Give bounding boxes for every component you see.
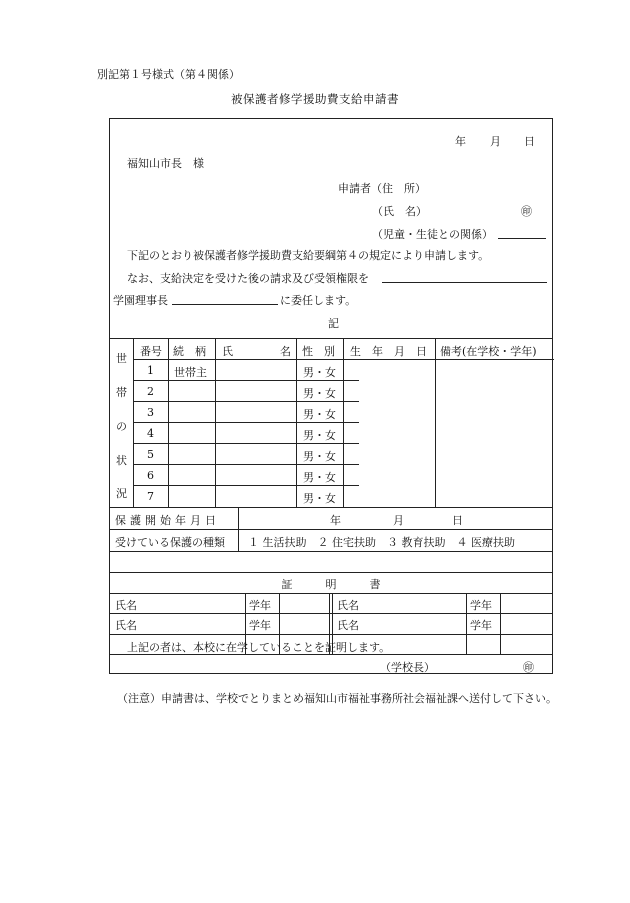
- divider: [133, 380, 359, 381]
- divider: [110, 507, 552, 508]
- divider: [110, 593, 552, 594]
- divider: [500, 593, 501, 654]
- divider: [110, 634, 552, 635]
- row-7-sex: 男・女: [303, 492, 336, 505]
- body-line-2: なお、支給決定を受けた後の請求及び受領権限を: [127, 272, 369, 285]
- relation-field[interactable]: [498, 226, 546, 239]
- row-7-number: 7: [147, 490, 154, 503]
- divider: [296, 338, 297, 507]
- row-5-sex: 男・女: [303, 450, 336, 463]
- cert-grade-label: 学年: [249, 619, 271, 632]
- row-1-sex: 男・女: [303, 366, 336, 379]
- divider: [466, 593, 467, 654]
- protection-types: １ 生活扶助 ２ 住宅扶助 ３ 教育扶助 ４ 医療扶助: [248, 536, 515, 549]
- row-4-sex: 男・女: [303, 429, 336, 442]
- document-title: 被保護者修学援助費支給申請書: [231, 92, 399, 106]
- household-side-label-5: 況: [116, 487, 127, 500]
- divider: [238, 529, 239, 551]
- cert-name-label: 氏名: [337, 619, 359, 632]
- divider: [133, 464, 359, 465]
- divider: [435, 338, 436, 507]
- cert-name-label: 氏名: [337, 599, 359, 612]
- household-side-label-2: 帯: [116, 386, 127, 399]
- applicant-name-label: （氏 名）: [372, 205, 427, 218]
- divider: [133, 485, 359, 486]
- form-number-label: 別記第１号様式（第４関係）: [97, 68, 240, 81]
- protection-types-label: 受けている保護の種類: [115, 536, 225, 549]
- protection-start-month: 月: [393, 514, 404, 527]
- divider: [110, 572, 552, 573]
- header-relation: 続 柄: [173, 345, 206, 358]
- divider: [133, 422, 359, 423]
- header-sex: 性 別: [302, 345, 335, 358]
- household-side-label-3: の: [116, 420, 127, 433]
- cert-grade-label: 学年: [470, 619, 492, 632]
- school-board-field[interactable]: [172, 292, 278, 305]
- divider: [110, 338, 552, 339]
- body-line-3-prefix: 学園理事長: [113, 294, 168, 307]
- header-name-right: 名: [280, 345, 291, 358]
- row-1-number: 1: [147, 364, 154, 377]
- row-6-sex: 男・女: [303, 471, 336, 484]
- row-5-number: 5: [147, 448, 154, 461]
- divider: [110, 613, 552, 614]
- date-month-label: 月: [490, 135, 501, 148]
- relation-label: （児童・生徒との関係）: [372, 228, 493, 241]
- divider: [133, 401, 359, 402]
- body-line-1: 下記のとおり被保護者修学援助費支給要綱第４の規定により申請します。: [127, 249, 490, 262]
- cert-grade-label: 学年: [470, 599, 492, 612]
- divider: [238, 507, 239, 529]
- cert-statement: 上記の者は、本校に在学していることを証明します。: [127, 641, 391, 654]
- protection-start-label: 保護開始年月日: [115, 514, 220, 527]
- household-side-label-4: 状: [116, 454, 127, 467]
- header-name-left: 氏: [222, 345, 233, 358]
- divider: [133, 338, 134, 507]
- cert-name-label: 氏名: [115, 599, 137, 612]
- divider: [110, 551, 552, 552]
- body-line-3-suffix: に委任します。: [280, 294, 357, 307]
- addressee: 福知山市長 様: [127, 157, 204, 170]
- divider: [168, 338, 169, 507]
- certificate-title: 証 明 書: [281, 578, 381, 591]
- protection-start-year: 年: [330, 514, 341, 527]
- row-2-sex: 男・女: [303, 387, 336, 400]
- date-year-label: 年: [455, 135, 466, 148]
- row-6-number: 6: [147, 469, 154, 482]
- row-4-number: 4: [147, 427, 154, 440]
- header-birth: 生 年 月 日: [350, 345, 427, 358]
- header-remarks: 備考(在学校・学年): [440, 345, 537, 358]
- row-1-relation: 世帯主: [174, 366, 207, 379]
- divider: [215, 338, 216, 507]
- applicant-address-label: 申請者（住 所）: [338, 182, 426, 195]
- application-form: [109, 118, 553, 674]
- principal-seal: ㊞: [523, 661, 534, 674]
- delegate-field[interactable]: [382, 270, 547, 283]
- ki-label: 記: [328, 317, 339, 330]
- row-3-number: 3: [147, 406, 154, 419]
- row-2-number: 2: [147, 385, 154, 398]
- divider: [343, 338, 344, 507]
- cert-name-label: 氏名: [115, 619, 137, 632]
- divider: [110, 529, 552, 530]
- cert-grade-label: 学年: [249, 599, 271, 612]
- household-side-label-1: 世: [116, 352, 127, 365]
- header-number: 番号: [140, 345, 162, 358]
- protection-start-day: 日: [452, 514, 463, 527]
- footer-note: （注意）申請書は、学校でとりまとめ福知山市福祉事務所社会福祉課へ送付して下さい。: [117, 692, 557, 705]
- date-day-label: 日: [524, 135, 535, 148]
- row-3-sex: 男・女: [303, 408, 336, 421]
- applicant-seal: ㊞: [521, 205, 532, 218]
- divider: [133, 443, 359, 444]
- principal-label: （学校長）: [380, 661, 435, 674]
